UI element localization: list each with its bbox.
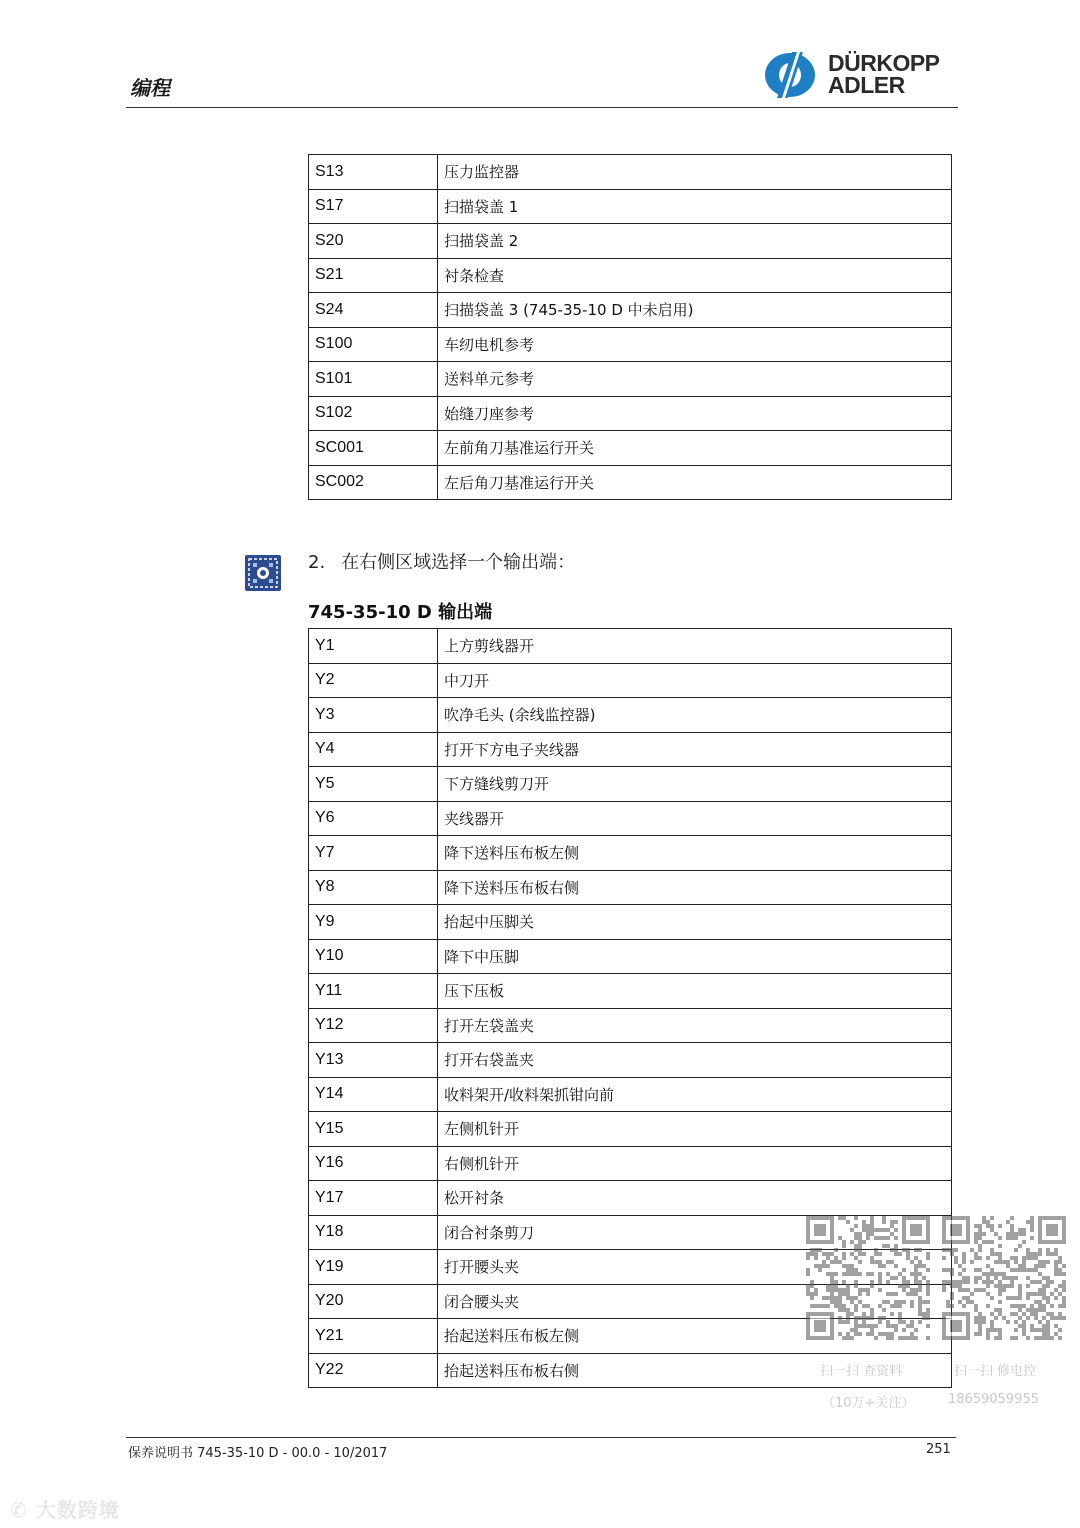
signal-code: Y5: [309, 767, 438, 802]
logo-line-2: ADLER: [828, 72, 905, 98]
signal-code: Y9: [309, 905, 438, 940]
watermark-logo-icon: ✆: [10, 1498, 36, 1522]
signal-code: Y11: [309, 974, 438, 1009]
signal-code: Y20: [309, 1284, 438, 1319]
watermark-text: 大数跨境: [35, 1498, 120, 1522]
output-row: [309, 1008, 952, 1043]
logo-mark-icon: [762, 50, 822, 100]
signal-description: 打开右袋盖夹: [438, 1043, 952, 1078]
output-row: [309, 663, 952, 698]
output-row: [309, 1077, 952, 1112]
signal-description: 压力监控器: [438, 155, 952, 190]
signal-code: Y4: [309, 732, 438, 767]
output-row: [309, 1146, 952, 1181]
footer-document-info: 保养说明书 745-35-10 D - 00.0 - 10/2017: [128, 1446, 388, 1461]
output-row: [309, 905, 952, 940]
signal-description: 上方剪线器开: [438, 629, 952, 664]
signal-description: 扫描袋盖 3 (745-35-10 D 中未启用): [438, 293, 952, 328]
step-instruction: [308, 548, 575, 574]
signal-code: Y2: [309, 663, 438, 698]
signal-description: 打开左袋盖夹: [438, 1008, 952, 1043]
signal-description: 降下送料压布板左侧: [438, 836, 952, 871]
output-row: [309, 698, 952, 733]
output-row: [309, 870, 952, 905]
signal-code: Y14: [309, 1077, 438, 1112]
input-row: [309, 189, 952, 224]
page-number: 251: [926, 1442, 951, 1457]
output-row: [309, 974, 952, 1009]
outputs-heading: 745-35-10 D 输出端: [308, 602, 493, 623]
signal-description: 下方缝线剪刀开: [438, 767, 952, 802]
inputs-table: [308, 154, 952, 500]
signal-code: SC001: [309, 431, 438, 466]
signal-code: Y3: [309, 698, 438, 733]
signal-code: Y19: [309, 1250, 438, 1285]
signal-code: S17: [309, 189, 438, 224]
signal-code: Y16: [309, 1146, 438, 1181]
signal-description: 左前角刀基准运行开关: [438, 431, 952, 466]
signal-description: 始缝刀座参考: [438, 396, 952, 431]
signal-description: 左侧机针开: [438, 1112, 952, 1147]
signal-description: 降下送料压布板右侧: [438, 870, 952, 905]
page-section-title: 编程: [130, 76, 170, 100]
input-row: [309, 155, 952, 190]
signal-code: S20: [309, 224, 438, 259]
signal-description: 抬起中压脚关: [438, 905, 952, 940]
input-row: [309, 396, 952, 431]
signal-description: 吹净毛头 (余线监控器): [438, 698, 952, 733]
signal-code: Y13: [309, 1043, 438, 1078]
footer-divider: [126, 1437, 956, 1438]
signal-description: 扫描袋盖 2: [438, 224, 952, 259]
durkopp-adler-logo: [762, 50, 958, 100]
signal-description: 收料架开/收料架抓钳向前: [438, 1077, 952, 1112]
input-row: [309, 431, 952, 466]
output-select-icon: [245, 555, 281, 591]
output-row: [309, 732, 952, 767]
step-text: 在右侧区域选择一个输出端：: [341, 552, 576, 573]
signal-description: 右侧机针开: [438, 1146, 952, 1181]
signal-description: 闭合衬条剪刀: [438, 1215, 952, 1250]
qr-right-caption-2: 18659059955: [948, 1392, 1039, 1407]
signal-description: 打开下方电子夹线器: [438, 732, 952, 767]
input-row: [309, 465, 952, 500]
signal-description: 扫描袋盖 1: [438, 189, 952, 224]
signal-code: S101: [309, 362, 438, 397]
signal-code: Y8: [309, 870, 438, 905]
output-row: [309, 1181, 952, 1216]
signal-code: Y7: [309, 836, 438, 871]
signal-code: Y21: [309, 1319, 438, 1354]
header-divider: [126, 107, 958, 108]
signal-code: Y1: [309, 629, 438, 664]
input-row: [309, 258, 952, 293]
signal-description: 抬起送料压布板右侧: [438, 1353, 952, 1388]
qr-code-right: [942, 1216, 1066, 1340]
signal-description: 降下中压脚: [438, 939, 952, 974]
qr-code-left: [806, 1216, 930, 1340]
input-row: [309, 224, 952, 259]
signal-description: 夹线器开: [438, 801, 952, 836]
signal-code: Y15: [309, 1112, 438, 1147]
output-row: [309, 767, 952, 802]
logo-line-1: DÜRKOPP: [828, 50, 940, 76]
step-number: 2.: [308, 552, 326, 573]
input-row: [309, 327, 952, 362]
signal-description: 送料单元参考: [438, 362, 952, 397]
signal-description: 抬起送料压布板左侧: [438, 1319, 952, 1354]
output-row: [309, 1112, 952, 1147]
signal-code: S102: [309, 396, 438, 431]
watermark: [10, 1494, 120, 1523]
signal-description: 左后角刀基准运行开关: [438, 465, 952, 500]
input-row: [309, 362, 952, 397]
signal-code: S100: [309, 327, 438, 362]
output-row: [309, 801, 952, 836]
output-row: [309, 836, 952, 871]
signal-code: Y12: [309, 1008, 438, 1043]
signal-code: S13: [309, 155, 438, 190]
signal-description: 打开腰头夹: [438, 1250, 952, 1285]
signal-description: 衬条检查: [438, 258, 952, 293]
output-row: [309, 939, 952, 974]
qr-left-caption-2: （10万+关注）: [822, 1396, 915, 1411]
signal-code: S24: [309, 293, 438, 328]
signal-code: Y6: [309, 801, 438, 836]
signal-code: Y17: [309, 1181, 438, 1216]
signal-code: Y10: [309, 939, 438, 974]
signal-description: 车纫电机参考: [438, 327, 952, 362]
signal-description: 闭合腰头夹: [438, 1284, 952, 1319]
logo-wordmark: [828, 52, 940, 96]
input-row: [309, 293, 952, 328]
output-row: [309, 1043, 952, 1078]
signal-description: 压下压板: [438, 974, 952, 1009]
qr-left-caption-1: 扫一扫 查资料: [820, 1364, 903, 1379]
signal-code: Y18: [309, 1215, 438, 1250]
signal-description: 松开衬条: [438, 1181, 952, 1216]
signal-code: S21: [309, 258, 438, 293]
signal-code: SC002: [309, 465, 438, 500]
output-row: [309, 629, 952, 664]
signal-code: Y22: [309, 1353, 438, 1388]
qr-right-caption-1: 扫一扫 修电控: [954, 1364, 1037, 1379]
signal-description: 中刀开: [438, 663, 952, 698]
